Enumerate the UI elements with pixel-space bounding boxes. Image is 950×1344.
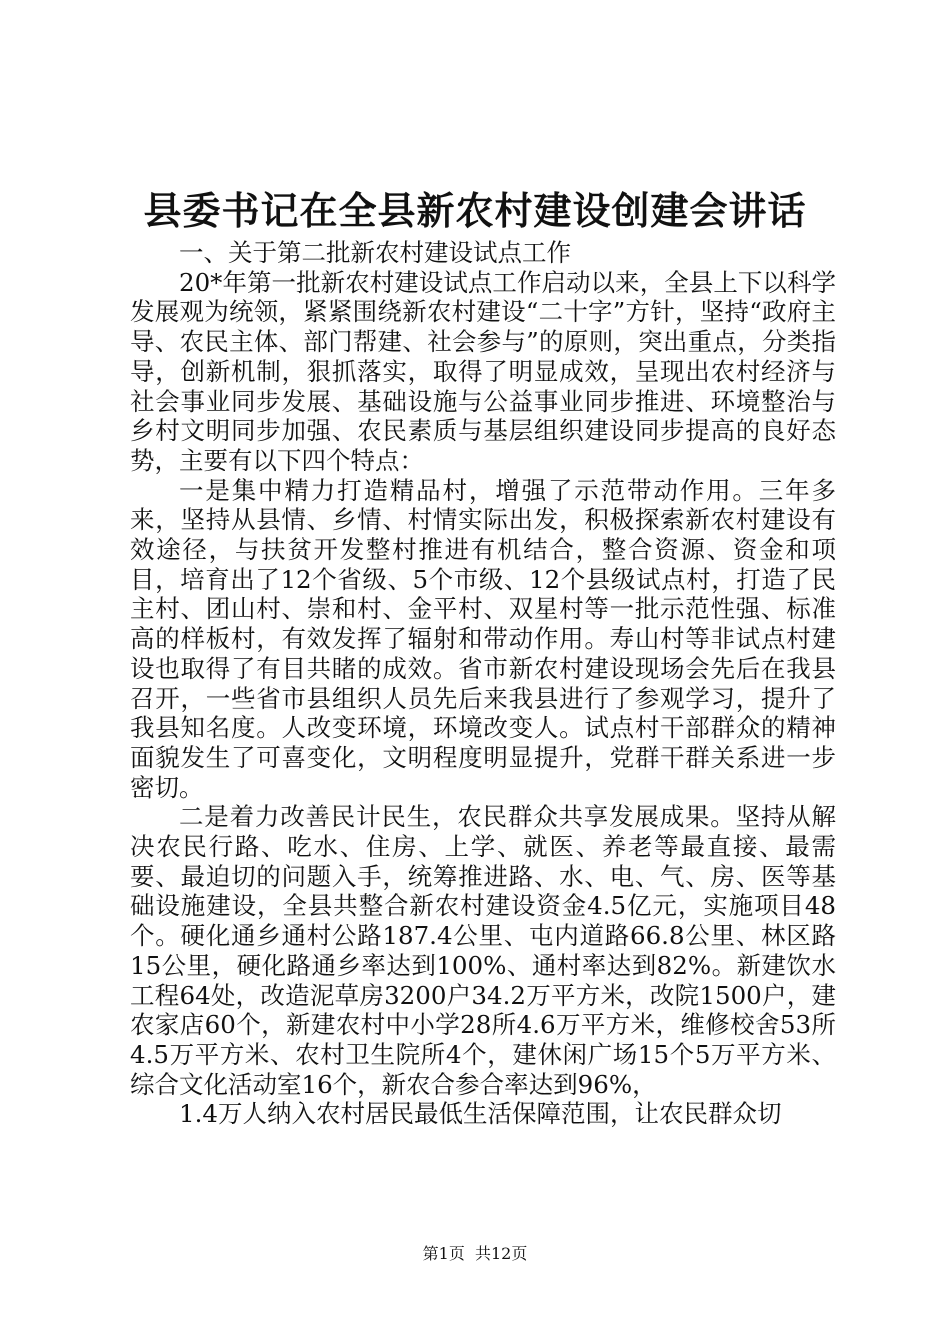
page-footer (0, 1243, 950, 1265)
document-body (130, 238, 836, 1129)
body-paragraph: 一是集中精力打造精品村，增强了示范带动作用。三年多来，坚持从县情、乡情、村情实际出发，积极探索新农村建设有效途径，与扶贫开发整村推进有机结合，整合资源、资金和项目，培育出了12个省级、5个市级、12个县级试点村，打造了民主村、团山村、崇和村、金平村、双星村等一批示范性强、标准高的样板村，有效发挥了辐射和带动作用。寿山村等非试点村建设也取得了有目共睹的成效。省市新农村建设现场会先后在我县召开，一些省市县组织人员先后来我县进行了参观学习，提升了我县知名度。人改变环境，环境改变人。试点村干部群众的精神面貌发生了可喜变化，文明程度明显提升，党群干群关系进一步密切。 (130, 475, 836, 802)
body-paragraph: 20*年第一批新农村建设试点工作启动以来，全县上下以科学发展观为统领，紧紧围绕新农村建设“二十字”方针，坚持“政府主导、农民主体、部门帮建、社会参与”的原则，突出重点，分类指导，创新机制，狠抓落实，取得了明显成效，呈现出农村经济与社会事业同步发展、基础设施与公益事业同步推进、环境整治与乡村文明同步加强、农民素质与基层组织建设同步提高的良好态势，主要有以下四个特点： (130, 267, 836, 475)
document-title: 县委书记在全县新农村建设创建会讲话 (143, 188, 807, 233)
body-paragraph: 二是着力改善民计民生，农民群众共享发展成果。坚持从解决农民行路、吃水、住房、上学、就医、养老等最直接、最需要、最迫切的问题入手，统筹推进路、水、电、气、房、医等基础设施建设，全县共整合新农村建设资金4.5亿元，实施项目48个。硬化通乡通村公路187.4公里、屯内道路66.8公里、林区路15公里，硬化路通乡率达到100%、通村率达到82%。新建饮水工程64处，改造泥草房3200户34.2万平方米，改院1500户，建农家店60个，新建农村中小学28所4.6万平方米，维修校舍53所4.5万平方米、农村卫生院所4个，建休闲广场15个5万平方米、综合文化活动室16个，新农合参合率达到96%， (130, 802, 836, 1099)
body-paragraph: 1.4万人纳入农村居民最低生活保障范围，让农民群众切 (179, 1099, 782, 1129)
page-number: 第1页 共12页 (422, 1244, 528, 1263)
section-heading: 一、关于第二批新农村建设试点工作 (179, 238, 571, 267)
